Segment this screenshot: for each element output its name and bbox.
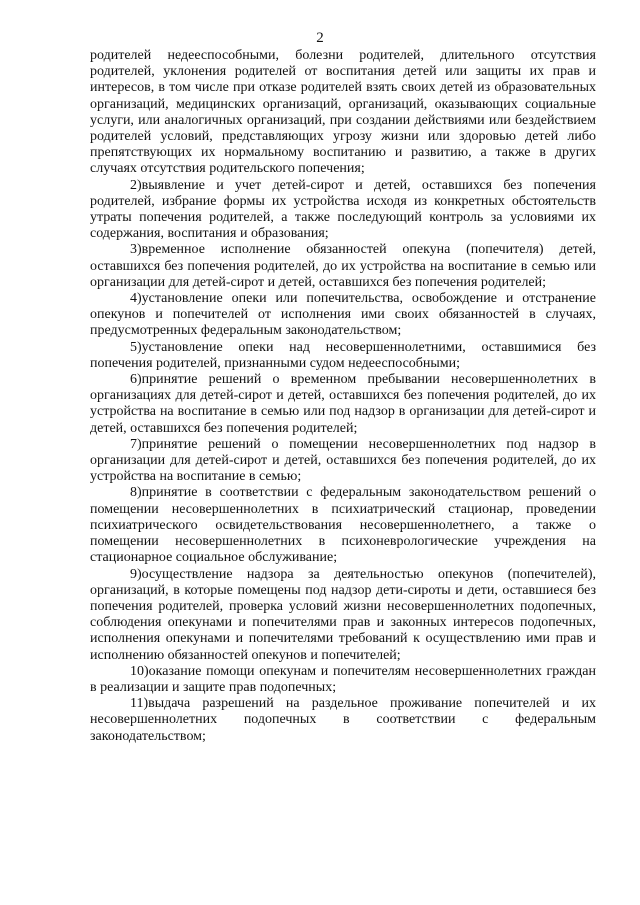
paragraph-item-9: 9)осуществление надзора за деятельностью опекунов (попечителей), организаций, в которые помещены под надзор дети-сироты и дети, оставшиеся без попечения родителей, проверка условий жизни несовершеннолетних подопечных, соблюдения опекунами и попечителями прав и законных интересов подопечных, исполнения опекунами и попечителями требований к осуществлению ими прав и исполнению обязанностей опекунов и попечителей; bbox=[90, 566, 596, 663]
paragraph-item-2: 2)выявление и учет детей-сирот и детей, оставшихся без попечения родителей, избрание формы их устройства исходя из конкретных обстоятельств утраты попечения родителей, а также последующий контроль за условиями их содержания, воспитания и образования; bbox=[90, 177, 596, 242]
paragraph-item-6: 6)принятие решений о временном пребывании несовершеннолетних в организациях для детей-сирот и детей, оставшихся без попечения родителей, до их устройства на воспитание в семью или под надзор в организации для детей-сирот и детей, оставшихся без попечения родителей; bbox=[90, 372, 596, 436]
paragraph-continuation: родителей недееспособными, болезни родителей, длительного отсутствия родителей, уклонения родителей от воспитания детей или защиты их прав и интересов, в том числе при отказе родителей взять своих детей из образовательных организаций, медицинских организаций, организаций, оказывающих социальные услуги, или аналогичных организаций, при создании действиями или бездействием родителей условий, представляющих угрозу жизни или здоровью детей либо препятствующих их нормальному воспитанию и развитию, а также в других случаях отсутствия родительского попечения; bbox=[90, 48, 596, 177]
paragraph-item-5: 5)установление опеки над несовершеннолетними, оставшимися без попечения родителей, признанными судом недееспособными; bbox=[90, 339, 596, 371]
paragraph-item-7: 7)принятие решений о помещении несовершеннолетних под надзор в организации для детей-сирот и детей, оставшихся без попечения родителей, до их устройства на воспитание в семью; bbox=[90, 436, 596, 485]
page-number: 2 bbox=[316, 30, 324, 46]
paragraph-item-4: 4)установление опеки или попечительства, освобождение и отстранение опекунов и попечителей от исполнения ими своих обязанностей в случаях, предусмотренных федеральным законодательством; bbox=[90, 291, 596, 339]
document-body bbox=[90, 48, 596, 745]
paragraph-item-3: 3)временное исполнение обязанностей опекуна (попечителя) детей, оставшихся без попечения родителей, до их устройства на воспитание в семью или организации для детей-сирот и детей, оставшихся без попечения родителей; bbox=[90, 242, 596, 290]
paragraph-item-8: 8)принятие в соответствии с федеральным законодательством решений о помещении несовершеннолетних в психиатрический стационар, проведении психиатрического освидетельствования несовершеннолетнего, а также о помещении несовершеннолетних в психоневрологические учреждения на стационарное социальное обслуживание; bbox=[90, 485, 596, 566]
paragraph-item-11: 11)выдача разрешений на раздельное проживание попечителей и их несовершеннолетних подопечных в соответствии с федеральным законодательством; bbox=[90, 696, 596, 744]
paragraph-item-10: 10)оказание помощи опекунам и попечителям несовершеннолетних граждан в реализации и защите прав подопечных; bbox=[90, 663, 596, 695]
